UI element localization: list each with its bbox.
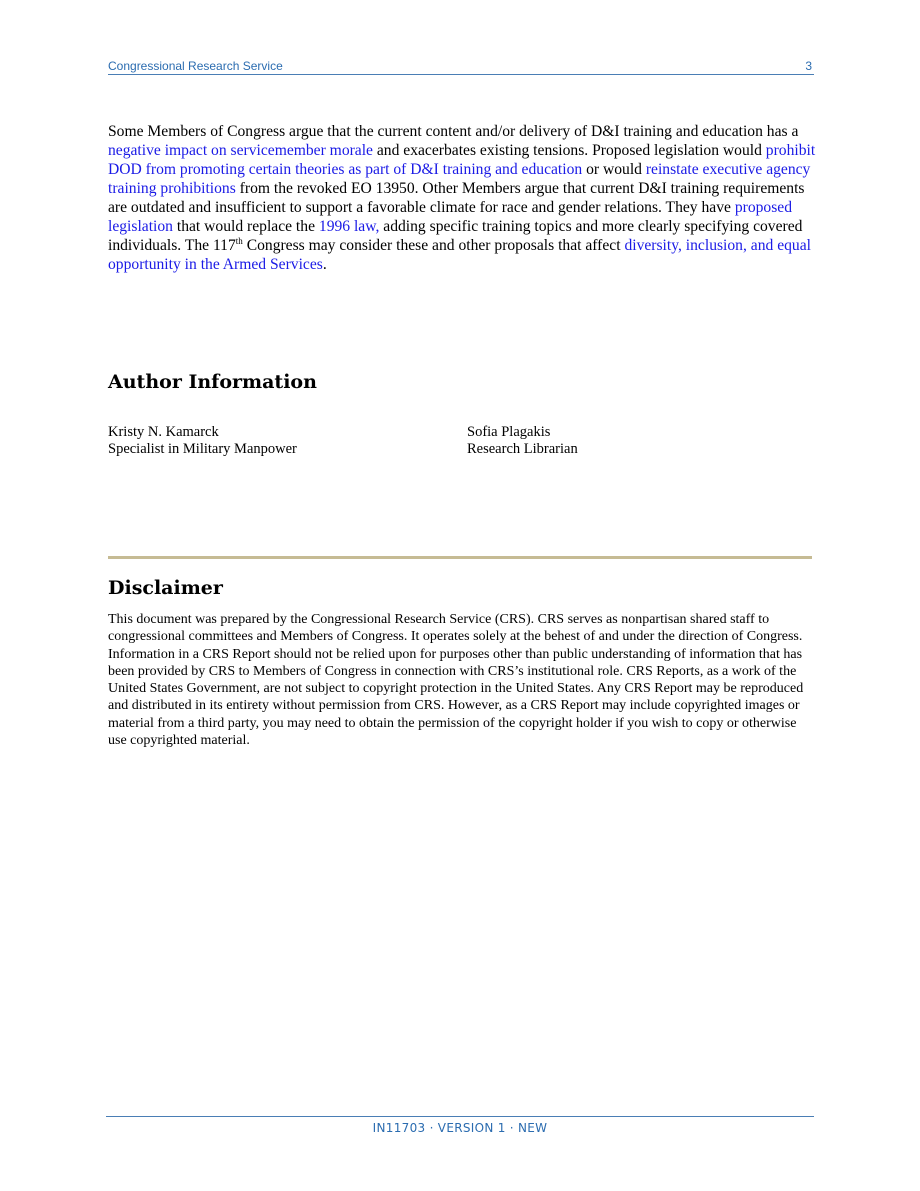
- body-text: or would: [582, 161, 646, 178]
- footer-divider: [106, 1116, 814, 1117]
- author-title: Research Librarian: [467, 441, 578, 457]
- author-title: Specialist in Military Manpower: [108, 441, 297, 457]
- body-paragraph: [108, 122, 816, 274]
- body-text: Congress may consider these and other proposals that affect: [242, 237, 625, 254]
- author-block: [108, 424, 297, 458]
- body-text: and exacerbates existing tensions. Proposed legislation would: [372, 142, 766, 159]
- ordinal-superscript: th: [235, 235, 243, 246]
- body-text: Some Members of Congress argue that the current content and/or delivery of D&I training and education has a: [108, 123, 799, 140]
- header-organization: Congressional Research Service: [108, 59, 283, 73]
- link-reinstate-training-prohibitions[interactable]: reinstate executive agency training prohibitions: [108, 161, 811, 197]
- body-text: from the revoked EO 13950. Other Members argue that current D&I training requirements are outdated and insufficient to support a favorable climate for race and gender relations. They have: [108, 180, 805, 216]
- body-text: adding specific training topics and more clearly specifying covered individuals. The 117: [108, 218, 803, 254]
- link-1996-law[interactable]: 1996 law,: [318, 218, 380, 235]
- author-block: [467, 424, 578, 458]
- author-information-heading: Author Information: [108, 371, 317, 393]
- link-prohibit-dod-theories[interactable]: prohibit DOD from promoting certain theories as part of D&I training and education: [108, 142, 816, 178]
- body-text: that would replace the: [172, 218, 319, 235]
- page-header: [108, 58, 814, 75]
- link-diversity-inclusion-armed-services[interactable]: diversity, inclusion, and equal opportunity in the Armed Services: [108, 237, 811, 273]
- section-divider: [108, 556, 812, 559]
- disclaimer-heading: Disclaimer: [108, 577, 223, 599]
- link-negative-impact-morale[interactable]: negative impact on servicemember morale: [108, 142, 373, 159]
- link-proposed-legislation[interactable]: proposed legislation: [108, 199, 792, 235]
- disclaimer-text: This document was prepared by the Congressional Research Service (CRS). CRS serves as nonpartisan shared staff to congressional committees and Members of Congress. It operates solely at the behest of and under the direction of Congress. Information in a CRS Report should not be relied upon for purposes other than public understanding of information that has been provided by CRS to Members of Congress in connection with CRS’s institutional role. CRS Reports, as a work of the United States Government, are not subject to copyright protection in the United States. Any CRS Report may be reproduced and distributed in its entirety without permission from CRS. However, as a CRS Report may include copyrighted images or material from a third party, you may need to obtain the permission of the copyright holder if you wish to copy or otherwise use copyrighted material.: [108, 612, 804, 749]
- author-name: Sofia Plagakis: [467, 424, 551, 440]
- footer-version: IN11703 · VERSION 1 · NEW: [372, 1121, 548, 1135]
- page-number: 3: [805, 59, 812, 73]
- body-text: .: [322, 256, 327, 273]
- author-name: Kristy N. Kamarck: [108, 424, 219, 440]
